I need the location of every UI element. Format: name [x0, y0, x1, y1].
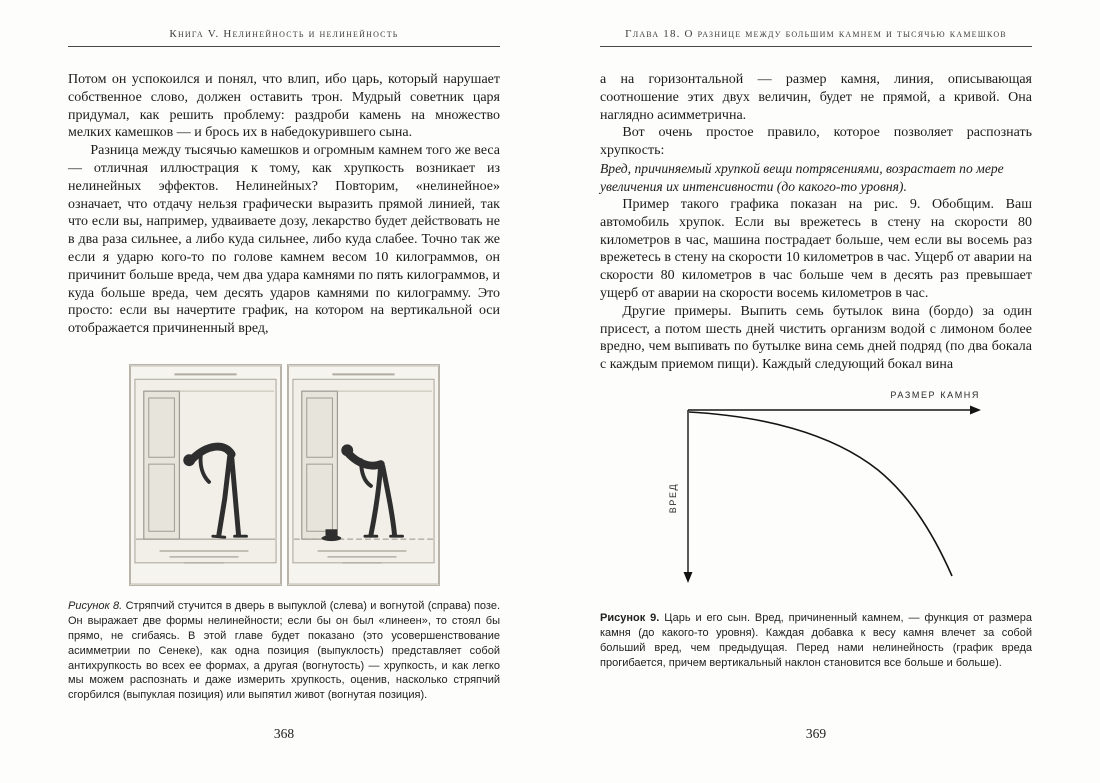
paragraph: Другие примеры. Выпить семь бутылок вина (бордо) за один присест, а потом шесть дней чистить организм водой с лимоном более вредно, чем выпивать по бутылке вина семь дней подряд (по два бокала с каждым приемом пищи). Каждый следующий бокал вина — [600, 303, 1032, 373]
header-rule-left — [68, 46, 500, 47]
figure-9-caption-text: Царь и его сын. Вред, причиненный камнем, — функция от размера камня (до какого-то уровня). Каждая добавка к весу камня влечет за собой больший вред, чем предыдущая. Перед нами нелинейность (график вреда прогибается, причем вертикальный наклон становится все больше и больше). — [600, 611, 1032, 669]
engraving-convex-pose — [129, 364, 282, 586]
paragraph: Вот очень простое правило, которое позволяет распознать хрупкость: — [600, 125, 1032, 159]
left-body-text — [68, 71, 500, 338]
harm-vs-stone-size-chart — [600, 388, 1032, 593]
figure-8-engravings — [68, 364, 500, 586]
page-number-right: 369 — [805, 726, 827, 741]
running-header-right: Глава 18. О разнице между большим камнем и тысячью камешков — [625, 28, 1007, 40]
figure-9-caption — [600, 611, 1032, 671]
header-rule-right — [600, 46, 1032, 47]
paragraph: Потом он успокоился и понял, что влип, ибо царь, который нарушает собственное слово, должен оставить трон. Мудрый советник царя придумал, как решить проблему: раздроби камень на множество мелких камешков — и брось их в набедокурившего сына. — [68, 72, 500, 141]
page-right — [600, 28, 1032, 682]
paragraph: а на горизонтальной — размер камня, линия, описывающая соотношение этих двух величин, будет не прямой, а кривой. Она наглядно асимметрична. — [600, 72, 1032, 123]
y-axis-label: ВРЕД — [668, 482, 678, 514]
running-header-left: Книга V. Нелинейность и нелинейность — [169, 28, 399, 40]
figure-8-caption-text: Стряпчий стучится в дверь в выпуклой (слева) и вогнутой (справа) позе. Он выражает две формы нелинейности; если бы он был «линеен», то стоял бы прямо, не сгибаясь. В этой главе будет показано (это усовершенствование асимметрии по Сенеке), как одна позиция (выпуклость) представляет собой антихрупкость во всех ее формах, а другая (вогнутость) — хрупкость, и как легко мы можем распознать и даже измерить хрупкость, оценив, насколько стряпчий сгорбился (выпуклая позиция) или выпятил живот (вогнутая позиция). — [68, 599, 501, 702]
figure-8-label: Рисунок 8. — [68, 599, 123, 612]
page-left — [68, 28, 500, 714]
page-number-left: 368 — [273, 726, 295, 741]
harm-curve — [689, 412, 952, 576]
figure-8-caption — [68, 599, 500, 703]
x-axis — [688, 405, 981, 414]
x-axis-label: РАЗМЕР КАМНЯ — [890, 389, 980, 400]
block-quote: Вред, причиняемый хрупкой вещи потрясениями, возрастает по мере увеличения их интенсивности (до какого-то уровня). — [600, 160, 1004, 194]
figure-9-chart — [600, 388, 1032, 598]
right-body-text — [600, 71, 1032, 374]
figure-9-label: Рисунок 9. — [600, 611, 660, 624]
paragraph: Пример такого графика показан на рис. 9. Обобщим. Ваш автомобиль хрупок. Если вы врежетесь в стену на скорости 80 километров в час, машина пострадает больше, чем если вы восемь раз врежетесь в стену на скорости 10 километров в час. Ущерб от аварии на скорости 80 километров в час больше чем в десять раз превышает ущерб от аварии на скорости восемь километров в час. — [600, 196, 1032, 301]
paragraph: Разница между тысячью камешков и огромным камнем того же веса — отличная иллюстрация к тому, как хрупкость возникает из нелинейных эффектов. Нелинейных? Повторим, «нелинейное» означает, что отдачу нельзя графически выразить прямой линией, так что если вы, например, удваиваете дозу, лекарство будет действовать не в два раза сильнее, а либо куда сильнее, либо куда слабее. Точно так же если я ударю кого-то по голове камнем весом 10 килограммов, он причинит больше вреда, чем два удара камнями по пять килограммов, и куда больше вреда, чем десять ударов камнями по килограмму. Это просто: если вы начертите график, на котором на вертикальной оси отображается причиненный вред, — [68, 143, 500, 337]
engraving-concave-pose — [287, 364, 440, 586]
y-axis — [684, 410, 693, 583]
